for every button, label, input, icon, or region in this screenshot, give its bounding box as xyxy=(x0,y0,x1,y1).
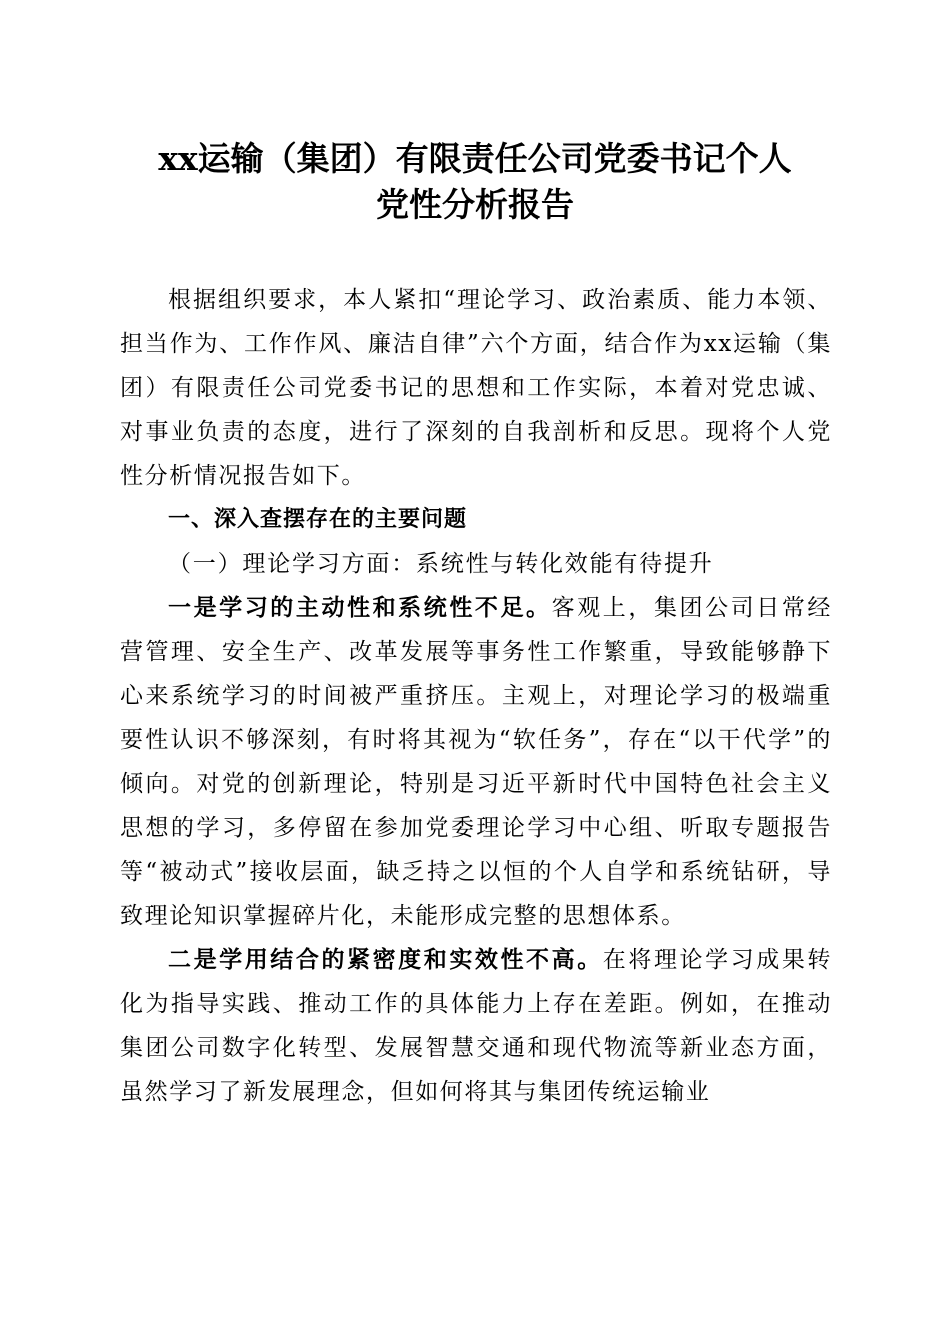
paragraph-1-body: 客观上，集团公司日常经营管理、安全生产、改革发展等事务性工作繁重，导致能够静下心来系统学习的时间被严重挤压。主观上，对理论学习的极端重要性认识不够深刻，有时将其视为“软任务”，存在“以干代学”的倾向。对党的创新理论，特别是习近平新时代中国特色社会主义思想的学习，多停留在参加党委理论学习中心组、听取专题报告等“被动式”接收层面，缺乏持之以恒的个人自学和系统钻研，导致理论知识掌握碎片化，未能形成完整的思想体系。 xyxy=(120,595,832,929)
subsection-heading-1: （一）理论学习方面：系统性与转化效能有待提升 xyxy=(168,551,714,577)
title-line-1: xx运输（集团）有限责任公司党委书记个人 xyxy=(158,139,792,178)
paragraph-1 xyxy=(120,586,832,938)
paragraph-2 xyxy=(120,938,832,1114)
document-body xyxy=(120,278,832,1114)
section-heading-1: 一、深入查摆存在的主要问题 xyxy=(168,507,468,532)
intro-paragraph: 根据组织要求，本人紧扣“理论学习、政治素质、能力本领、担当作为、工作作风、廉洁自律”六个方面，结合作为xx运输（集团）有限责任公司党委书记的思想和工作实际，本着对党忠诚、对事业负责的态度，进行了深刻的自我剖析和反思。现将个人党性分析情况报告如下。 xyxy=(120,287,832,489)
paragraph-2-lead: 二是学用结合的紧密度和实效性不高。 xyxy=(168,946,603,973)
paragraph-2-body: 在将理论学习成果转化为指导实践、推动工作的具体能力上存在差距。例如，在推动集团公司数字化转型、发展智慧交通和现代物流等新业态方面，虽然学习了新发展理念，但如何将其与集团传统运输业 xyxy=(120,947,833,1105)
title-line-2: 党性分析报告 xyxy=(376,185,574,224)
paragraph-1-lead: 一是学习的主动性和系统性不足。 xyxy=(168,594,552,621)
document-title xyxy=(90,136,860,228)
